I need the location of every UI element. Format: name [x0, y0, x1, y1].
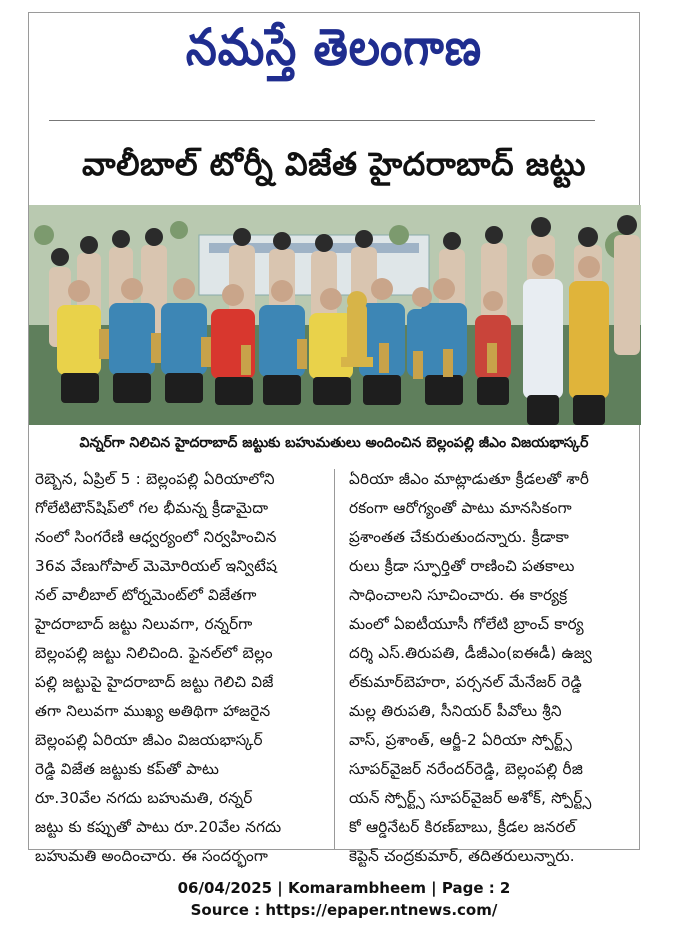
article-text-line: రెడ్డి విజేత జట్టుకు కప్‌తో పాటు: [35, 760, 220, 778]
article-text-line: రకంగా ఆరోగ్యంతో పాటు మానసికంగా: [349, 499, 572, 517]
article-text-line: సాధించాలని సూచించారు. ఈ కార్యక్ర: [349, 586, 568, 604]
photo-caption: విన్నర్‌గా నిలిచిన హైదరాబాద్ జట్టుకు బహుమతులు అందించిన బెల్లంపల్లి జీఎం విజయభాస్కర్: [79, 435, 589, 451]
article-text-line: ప్రశాంతత చేకురుతుందన్నారు. క్రీడాకా: [349, 528, 570, 546]
article-text-line: నంలో సింగరేణి ఆధ్వర్యంలో నిర్వహించిన: [35, 528, 277, 546]
article-headline: వాలీబాల్ టోర్నీ విజేత హైదరాబాద్ జట్టు: [82, 145, 586, 183]
article-text-line: 36వ వేణుగోపాల్ మెమోరియల్ ఇన్విటేష: [35, 557, 278, 575]
article-text-line: యన్ స్పోర్ట్స్ సూపర్‌వైజర్ అశోక్, స్పోర్ట్స్: [349, 789, 592, 807]
masthead-rule: [49, 120, 595, 121]
article-text-line: బెల్లంపల్లి జట్టు నిలిచింది. ఫైనల్‌లో బెల్లం: [35, 644, 273, 662]
article-text-line: కో ఆర్డినేటర్ కిరణ్‌బాబు, క్రీడల జనరల్: [349, 818, 576, 836]
article-text-line: దర్శి ఎస్.తిరుపతి, డీజీఎం(ఐఈడీ) ఉజ్వ: [349, 644, 593, 662]
article-text-line: రెబ్బెన, ఏప్రిల్ 5 : బెల్లంపల్లి ఏరియాలోని: [35, 470, 275, 488]
article-text-line: బహుమతి అందించారు. ఈ సందర్భంగా: [35, 847, 269, 865]
masthead: [29, 13, 639, 95]
footer-source: Source : https://epaper.ntnews.com/: [190, 901, 498, 919]
article-text-line: పల్లి జట్టుపై హైదరాబాద్ జట్టు గెలిచి విజే: [35, 673, 274, 691]
article-text-line: కెప్టెన్ చంద్రకుమార్, తదితరులున్నారు.: [349, 847, 575, 865]
article-text-line: బెల్లంపల్లి ఏరియా జీఎం విజయభాస్కర్: [35, 731, 263, 749]
article-column-right: [349, 465, 637, 865]
column-divider: [334, 469, 335, 849]
article-text-line: రూ.30వేల నగదు బహుమతి, రన్నర్: [35, 789, 253, 807]
article-text-line: గోలేటిటౌన్‌షిప్‌లో గల భీమన్న క్రీడామైదా: [35, 499, 269, 517]
team-photo-illustration: [29, 205, 641, 425]
article-text-line: తగా నిలువగా ముఖ్య అతిథిగా హాజరైన: [35, 702, 271, 720]
article-text-line: ఏరియా జీఎం మాట్లాడుతూ క్రీడలతో శారీ: [349, 470, 590, 488]
footer-meta: 06/04/2025 | Komarambheem | Page : 2: [177, 879, 511, 897]
article-text-line: రులు క్రీడా స్ఫూర్తితో రాణించి పతకాలు: [349, 557, 575, 575]
article-column-left: [35, 465, 323, 865]
article-text-line: మంలో ఏఐటీయూసీ గోలేటి బ్రాంచ్ కార్య: [349, 615, 584, 633]
article-text-line: ల్‌కుమార్‌బెహరా, పర్సనల్ మేనేజర్ రెడ్డి: [349, 673, 582, 691]
article-text-line: జట్టు కు కప్పుతో పాటు రూ.20వేల నగదు: [35, 818, 282, 836]
article-text-line: నల్ వాలీబాల్ టోర్నమెంట్‌లో విజేతగా: [35, 586, 257, 604]
team-photo: [29, 205, 641, 425]
article-body: [35, 465, 635, 865]
masthead-title: నమస్తే తెలంగాణ: [185, 18, 483, 77]
article-text-line: వాస్, ప్రశాంత్, ఆర్జీ-2 ఏరియా స్పోర్ట్స్: [349, 731, 573, 749]
newspaper-clipping: [28, 12, 640, 865]
article-text-line: సూపర్‌వైజర్ నరేందర్‌రెడ్డి, బెల్లంపల్లి రీజి: [349, 760, 583, 778]
article-text-line: మల్ల తిరుపతి, సీనియర్ పీవోలు శ్రీని: [349, 702, 562, 720]
article-text-line: హైదరాబాద్ జట్టు నిలువగా, రన్నర్‌గా: [35, 615, 253, 633]
